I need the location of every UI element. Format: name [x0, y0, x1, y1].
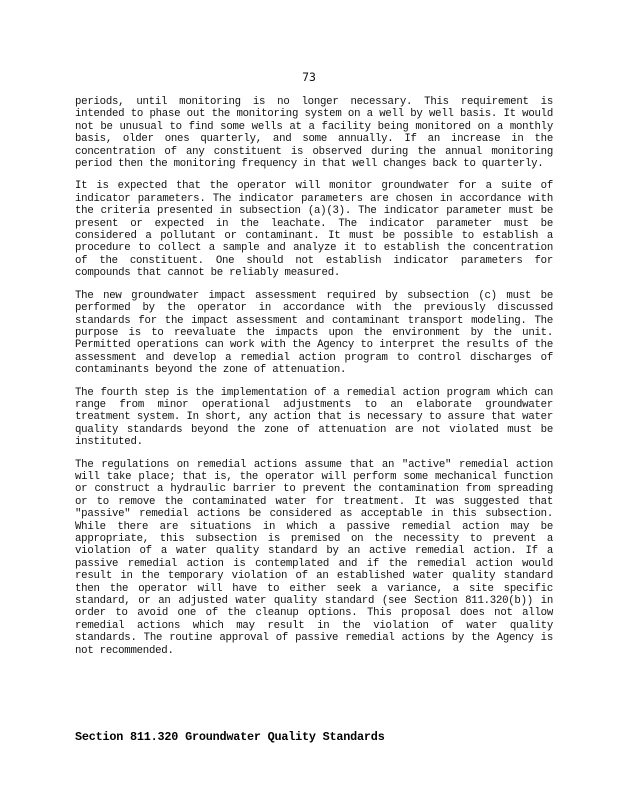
paragraph-remedial-action-program: The fourth step is the implementation of a remedial action program which can range from minor operational adjustments to an elaborate groundwater treatment system. In short, any action that is necessary to assure that water quality standards beyond the zone of attenuation are not violated must be instituted.: [75, 386, 553, 449]
section-heading: Section 811.320 Groundwater Quality Standards: [75, 730, 385, 744]
body-text: [75, 96, 553, 667]
paragraph-indicator-parameters: It is expected that the operator will monitor groundwater for a suite of indicator parameters. The indicator parameters are chosen in accordance with the criteria presented in subsection (a)(3). The indicator parameter must be present or expected in the leachate. The indicator parameter must be considered a pollutant or contaminant. It must be possible to establish a procedure to collect a sample and analyze it to establish the concentration of the constituent. One should not establish indicator parameters for compounds that cannot be reliably measured.: [75, 180, 553, 280]
page-number: 73: [302, 70, 316, 84]
paragraph-remedial-actions: The regulations on remedial actions assume that an "active" remedial action will take place; that is, the operator will perform some mechanical function or construct a hydraulic barrier to prevent the contamination from spreading or to remove the contaminated water for treatment. It was suggested that "passive" remedial actions be considered as acceptable in this subsection. While there are situations in which a passive remedial action may be appropriate, this subsection is premised on the necessity to prevent a violation of a water quality standard by an active remedial action. If a passive remedial action is contemplated and if the remedial action would result in the temporary violation of an established water quality standard then the operator will have to either seek a variance, a site specific standard, or an adjusted water quality standard (see Section 811.320(b)) in order to avoid one of the cleanup options. This proposal does not allow remedial actions which may result in the violation of water quality standards. The routine approval of passive remedial actions by the Agency is not recommended.: [75, 458, 553, 657]
paragraph-impact-assessment: The new groundwater impact assessment required by subsection (c) must be performed by the operator in accordance with the previously discussed standards for the impact assessment and contaminant transport modeling. The purpose is to reevaluate the impacts upon the environment by the unit. Permitted operations can work with the Agency to interpret the results of the assessment and develop a remedial action program to control discharges of contaminants beyond the zone of attenuation.: [75, 289, 553, 377]
paragraph-monitoring-periods: periods, until monitoring is no longer necessary. This requirement is intended to phase out the monitoring system on a well by well basis. It would not be unusual to find some wells at a facility being monitored on a monthly basis, older ones quarterly, and some annually. If an increase in the concentration of any constituent is observed during the annual monitoring period then the monitoring frequency in that well changes back to quarterly.: [75, 96, 553, 171]
